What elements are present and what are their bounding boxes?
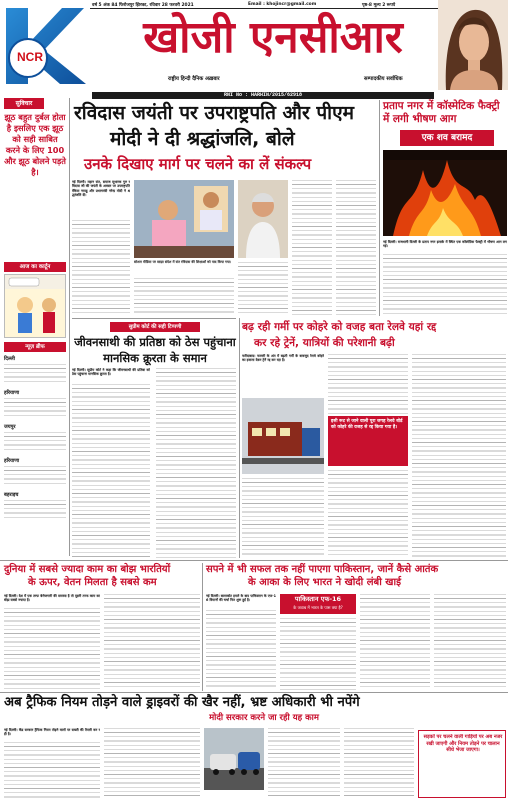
cartoon-image	[4, 274, 66, 338]
lead-body-col-1-rest	[72, 220, 130, 316]
fog-body-col-2	[328, 354, 408, 414]
sidebar	[2, 98, 68, 556]
traffic-body-col-1-rest	[4, 742, 100, 798]
fog-headline-1: बढ़ रही गर्मी पर कोहरे को वजह बता रेलवे यहां रद्द	[242, 321, 437, 333]
traffic-body-start: नई दिल्ली। केंद्र सरकार ट्रैफिक नियम तोड़ने वालों पर सख्ती की तैयारी कर रही है।	[4, 728, 100, 737]
brief-item-1: दिल्ली	[4, 356, 15, 362]
brief-item-5: बहराइच	[4, 492, 19, 498]
traffic-photo	[204, 728, 264, 790]
lead-body-col-4	[292, 180, 332, 316]
traffic-sub: मोदी सरकार करने जा रही यह काम	[209, 713, 319, 723]
lead-caption-text: सोशल मीडिया पर साझा संदेश में संत रविदास की शिक्षाओं को याद किया गया।	[134, 260, 232, 264]
fire-tag: एक शव बरामद	[400, 130, 494, 146]
pak-headline-2: के आका के लिए भारत ने खोदी लंबी खाई	[248, 577, 401, 588]
traffic-side-note: सड़कों पर चलने वाली गाड़ियों पर अब नजर रखी जाएगी और नियम तोड़ने पर चालान सीधे भेजा जाएगा।	[423, 734, 503, 754]
traffic-side-box	[418, 730, 506, 798]
debt-headline-1: दुनिया में सबसे ज्यादा काम का बोझ भारतियों	[4, 564, 171, 575]
mid-rule	[0, 560, 508, 561]
fog-body-col-1-rest	[242, 478, 324, 558]
court-rule	[72, 318, 236, 319]
fog-rule	[239, 318, 240, 558]
fire-photo	[383, 150, 507, 236]
debt-body-col-1-rest	[4, 608, 100, 690]
traffic-body-col-4	[344, 728, 414, 798]
pak-body-start: नई दिल्ली। बालाकोट हमले के बाद पाकिस्तान के एफ-16 विमानों की चर्चा फिर शुरू हुई है।	[206, 594, 276, 603]
fog-caption: इसी रूट से जाने वाली पूरा जगह रेलवे बोर्ड को कोहरे की वजह से रद्द किया गया है।	[331, 419, 403, 430]
fire-body-rest	[383, 254, 507, 316]
rni-bar	[92, 92, 434, 99]
thought-title: सुविचार	[4, 98, 44, 109]
court-tag: सुप्रीम कोर्ट की सही टिप्पणी	[110, 322, 200, 332]
traffic-headline: अब ट्रैफिक नियम तोड़ने वाले ड्राइवरों की खैर नहीं, भ्रष्ट अधिकारी भी नपेंगे	[4, 695, 360, 710]
fire-body-start: नई दिल्ली। राजधानी दिल्ली के प्रताप नगर इलाके में स्थित एक कॉस्मेटिक फैक्ट्री में भीषण आग लग गई।	[383, 240, 507, 249]
pak-box	[280, 594, 356, 614]
lead-headline-2: मोदी ने दी श्रद्धांजलि, बोले	[110, 128, 295, 150]
pak-box-sub: के जवाब में भारत के पास क्या है?	[293, 605, 343, 610]
court-body-col-1-rest	[72, 384, 150, 558]
paper-title: खोजी एनसीआर	[143, 12, 403, 63]
model-photo	[438, 0, 508, 90]
sidebar-rule	[69, 98, 70, 556]
fire-headline: प्रताप नगर में कॉस्मेटिक फैक्ट्री में लगी भीषण आग	[383, 100, 500, 125]
logo-k-icon	[2, 6, 88, 86]
thought-text: झूठ बहुत दुर्बल होता है इसलिए एक झूठ को सही साबित करने के लिए 100 और झूठ बोलने पड़ते है।	[4, 112, 66, 177]
lead-photo-2	[238, 180, 288, 258]
top-rule	[90, 8, 438, 9]
lead-body-start: नई दिल्ली। महान संत, समाज सुधारक गुरु रविदास जी की जयंती के अवसर पर उपराष्ट्रपति वेंकैया नायडू और प्रधानमंत्री नरेन्द्र मोदी ने श्रद्धांजलि दी।	[72, 180, 130, 197]
fog-body-col-2-rest	[328, 470, 408, 558]
brief-item-4: हरियाणा	[4, 458, 20, 464]
traffic-body-col-2	[104, 728, 200, 798]
brief-item-2: हरियाणा	[4, 390, 20, 396]
court-body-col-2	[156, 368, 236, 558]
right-rule	[379, 100, 380, 316]
lead-photo-caption	[134, 260, 234, 276]
pak-headline-1: सपने में भी सफल तक नहीं पाएगा पाकिस्तान, जानें कैसे आतंक	[206, 564, 439, 575]
court-body-start: नई दिल्ली। सुप्रीम कोर्ट ने कहा कि जीवनसाथी की प्रतिष्ठा को ठेस पहुंचाना मानसिक क्रूरता है।	[72, 368, 150, 377]
fog-headline-2: कर रहे ट्रेनें, यात्रियों की परेशानी बढ़ी	[254, 337, 395, 349]
lead-headline-1: रविदास जयंती पर उपराष्ट्रपति और पीएम	[74, 102, 354, 124]
fog-body-start: फरीदाबाद। फरवरी के अंत में बढ़ती गर्मी के बावजूद रेलवे कोहरे का हवाला देकर ट्रेनें रद्द कर रहा है।	[242, 354, 324, 363]
bottom-rule	[0, 692, 508, 693]
brief-item-3: जयपुर	[4, 424, 16, 430]
lead-headline-3: उनके दिखाए मार्ग पर चलने का लें संकल्प	[84, 155, 312, 173]
email-line: Email : khojincr@gmail.com	[248, 2, 317, 7]
pak-body-col-1-rest	[206, 610, 276, 690]
pak-rule	[202, 563, 203, 691]
lead-photo	[134, 180, 234, 258]
debt-body-start: नई दिल्ली। देश में एक तरफ बेरोजगारी की समस्या है तो दूसरी तरफ काम का बोझ सबसे ज्यादा है।	[4, 594, 100, 603]
cartoon-title: आज का कार्टून	[4, 262, 66, 272]
fog-body-col-3	[412, 354, 506, 558]
logo-ncr: NCR	[17, 50, 43, 64]
fog-caption-box	[328, 416, 408, 466]
logo	[2, 6, 88, 86]
price-line: पृष्ठ-8 मूल्य 2 रूपये	[362, 3, 396, 8]
fog-body-col-1	[242, 354, 324, 398]
pak-body-col-3	[360, 594, 430, 690]
court-headline: जीवनसाथी की प्रतिष्ठा को ठेस पहुंचाना मानसिक क्रूरता के समान	[74, 335, 236, 365]
brief-list	[4, 356, 66, 556]
lead-body-col-3	[238, 262, 288, 316]
masthead	[0, 0, 508, 92]
traffic-body-col-3	[268, 728, 340, 798]
lead-body-col-5	[336, 180, 376, 316]
pak-body-col-2	[280, 618, 356, 690]
paper-subtitle: राष्ट्रीय हिन्दी दैनिक अख़बार	[168, 76, 220, 82]
editor-tag: सम्पादकीय सर्वाधिक	[364, 76, 403, 82]
debt-headline-2: के ऊपर, वेतन मिलता है सबसे कम	[28, 577, 157, 588]
brief-title: न्यूज़ ब्रीफ	[4, 342, 66, 352]
fog-train-photo	[242, 398, 324, 474]
pak-box-title: पाकिस्तान एफ-16	[294, 595, 342, 603]
lead-body-col-2	[134, 278, 234, 316]
rni-text: RNI No : HARHIN/2015/62918	[223, 92, 302, 98]
pak-body-col-4	[434, 594, 506, 690]
debt-body-col-2	[104, 594, 200, 690]
date-line: वर्ष 5 अंक 84 फिरोजपुर झिरका, रविवार 28 फरवरी 2021	[92, 3, 194, 8]
